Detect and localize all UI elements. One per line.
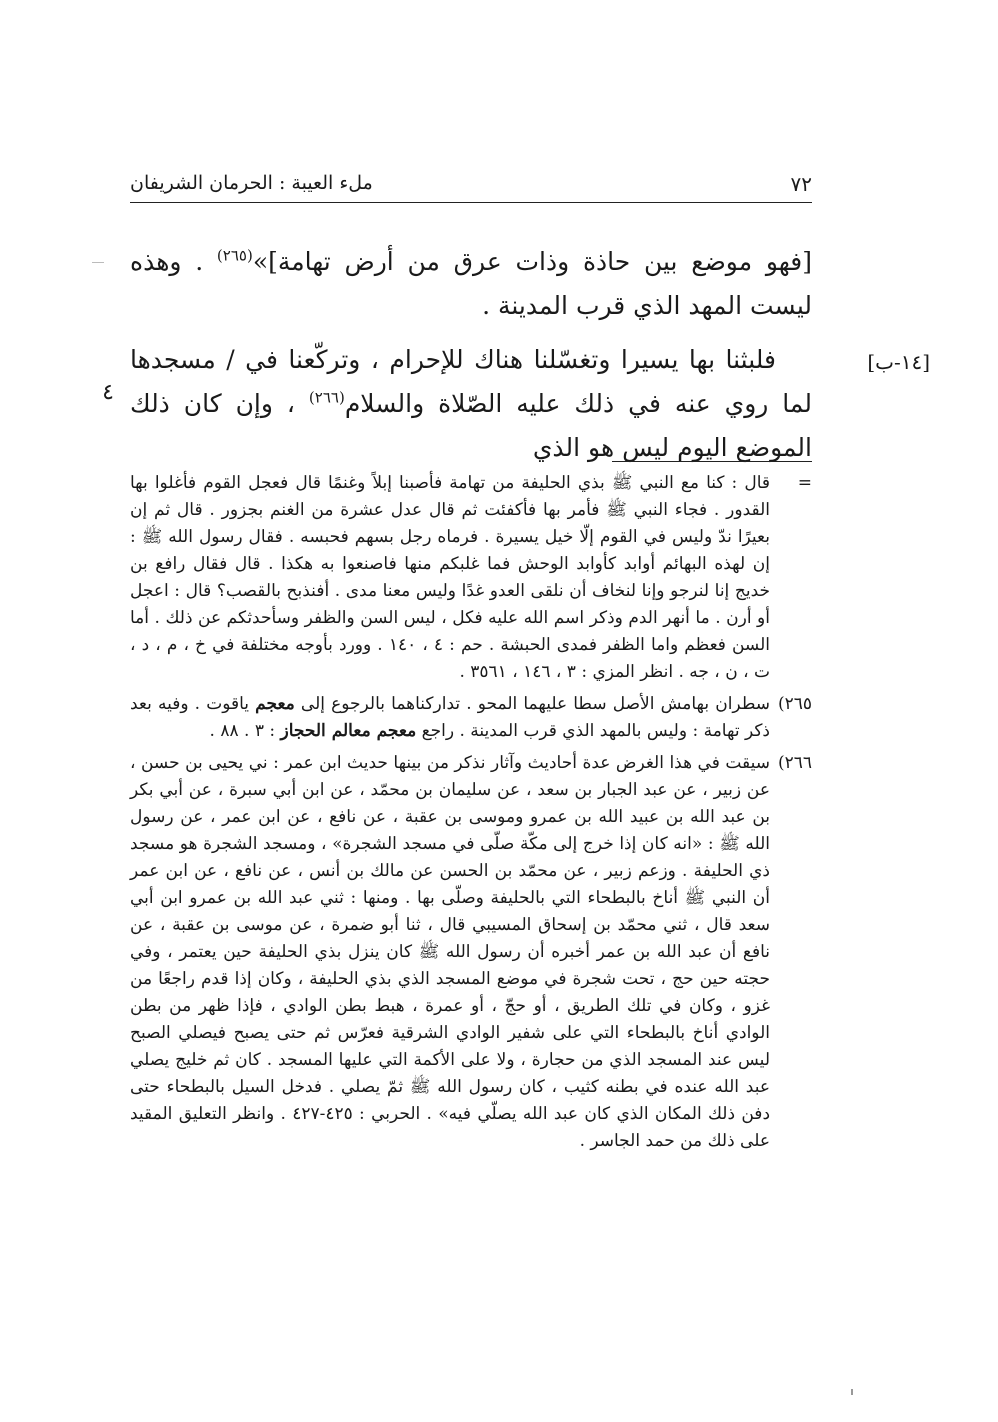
margin-mark <box>92 262 104 263</box>
footnote-265: ٢٦٥) سطران بهامش الأصل سطا عليهما المحو . تداركناهما بالرجوع إلى معجم ياقوت . وفيه بعد ذكر تهامة : وليس بالمهد الذي قرب المدينة . راجع معجم معالم الحجاز : ٣ . ٨٨ . <box>130 691 812 745</box>
line-number: ٤ <box>102 380 114 405</box>
footnote-mark: = <box>797 473 812 493</box>
footnote-mark: ٢٦٥) <box>777 694 812 714</box>
folio-marker: [١٤-ب] <box>867 350 930 374</box>
paragraph-1: [فهو موضع بين حاذة وذات عرق من أرض تهامة]»$^{(٢٦٥)}$ . وهذه ليست المهد الذي قرب المدينة . <box>130 246 812 320</box>
page-number: ٧٢ <box>790 172 812 196</box>
footnote-266 <box>130 750 812 1155</box>
footnote-text: قال : كنا مع النبي ﷺ بذي الحليفة من تهامة فأصبنا إبلاً وغنمًا قال فعجل القوم فأغلوا بها القدور . فجاء النبي ﷺ فأمر بها فأكفئت ثم قال عدل عشرة من الغنم بجزور . قال ثم إن بعيرًا ندّ وليس في القوم إلّا خيل يسيرة . فرماه رجل بسهم فحبسه . فقال رسول الله ﷺ : إن لهذه البهائم أوابد كأوابد الوحش فما غلبكم منها فاصنعوا به هكذا . قال فقال رافع بن خديج إنا لنرجو وإنا لنخاف أن نلقى العدو غدًا وليس معنا مدى . أفنذبح بالقصب؟ قال : اعجل أو أرن . ما أنهر الدم وذكر اسم الله عليه فكل ، ليس السن والظفر وسأحدثكم عن ذلك . أما السن فعظم واما الظفر فمدى الحبشة . حم : ٤ ، ١٤٠ . وورد بأوجه مختلفة في خ ، م ، د ، ت ، ن ، جه . انظر المزي : ٣ ، ١٤٦ ، ٣٥٦١ . <box>130 473 770 682</box>
page-header <box>130 168 812 203</box>
running-title: ملء العيبة : الحرمان الشريفان <box>130 172 373 194</box>
book-title: معجم معالم الحجاز <box>280 721 417 741</box>
note-ref-265: (٢٦٥) <box>216 246 253 265</box>
footnote-divider <box>612 461 812 462</box>
scan-speck <box>851 1389 853 1395</box>
paragraph-2: فلبثنا بها يسيرا وتغسّلنا هناك للإحرام ، وتركّعنا في / مسجدها لما روي عنه في ذلك عليه الصّلاة والسلام$^{(٢٦٦)}$ ، وإن كان ذلك الموضع اليوم ليس هو الذي <box>130 345 812 462</box>
footnote-continued <box>130 470 812 686</box>
note-ref-266: (٢٦٦) <box>308 388 345 407</box>
book-title: معجم <box>255 694 295 714</box>
footnotes <box>130 470 812 1160</box>
footnote-mark: ٢٦٦) <box>777 753 812 773</box>
main-text <box>130 240 812 470</box>
footnote-text: سيقت في هذا الغرض عدة أحاديث وآثار نذكر من بينها حديث ابن عمر : ني يحيى بن حسن ، عن زبير ، عن عبد الجبار بن سعد ، عن سليمان بن محمّد ، عن ابن أبي سبرة ، عن أبي بكر بن عبد الله بن عبيد الله بن عمرو وموسى بن عقبة ، عن نافع ، عن ابن عمر ، عن رسول الله ﷺ : «انه كان إذا خرج إلى مكّة صلّى في مسجد الشجرة» ، ومسجد الشجرة هو مسجد ذي الحليفة . وزعم زبير ، عن محمّد بن الحسن عن مالك بن أنس ، عن نافع ، عن ابن عمر أن النبي ﷺ أناخ بالبطحاء التي بالحليفة وصلّى بها . ومنها : ثني عبد الله بن عمرو ابن أبي سعد قال ، ثني محمّد بن إسحاق المسيبي قال ، ثنا أبو ضمرة ، عن موسى بن عقبة ، عن نافع أن عبد الله بن عمر أخبره أن رسول الله ﷺ كان ينزل بذي الحليفة حين يعتمر ، وفي حجته حين حج ، تحت شجرة في موضع المسجد الذي بذي الحليفة ، وكان إذا قدم راجعًا من غزو ، وكان في تلك الطريق ، أو حجّ ، أو عمرة ، هبط بطن الوادي ، فإذا ظهر من بطن الوادي أناخ بالبطحاء التي على شفير الوادي الشرقية فعرّس ثم حتى يصبح فيصلي الصبح ليس عند المسجد الذي من حجارة ، ولا على الأكمة التي عليها المسجد . كان ثم خليج يصلي عبد الله عنده في بطنه كثيب ، كان رسول الله ﷺ ثمّ يصلي . فدخل السيل بالبطحاء حتى دفن ذلك المكان الذي كان عبد الله يصلّي فيه» . الحربي : ٤٢٥-٤٢٧ . وانظر التعليق المقيد على ذلك من حمد الجاسر . <box>130 753 771 1151</box>
